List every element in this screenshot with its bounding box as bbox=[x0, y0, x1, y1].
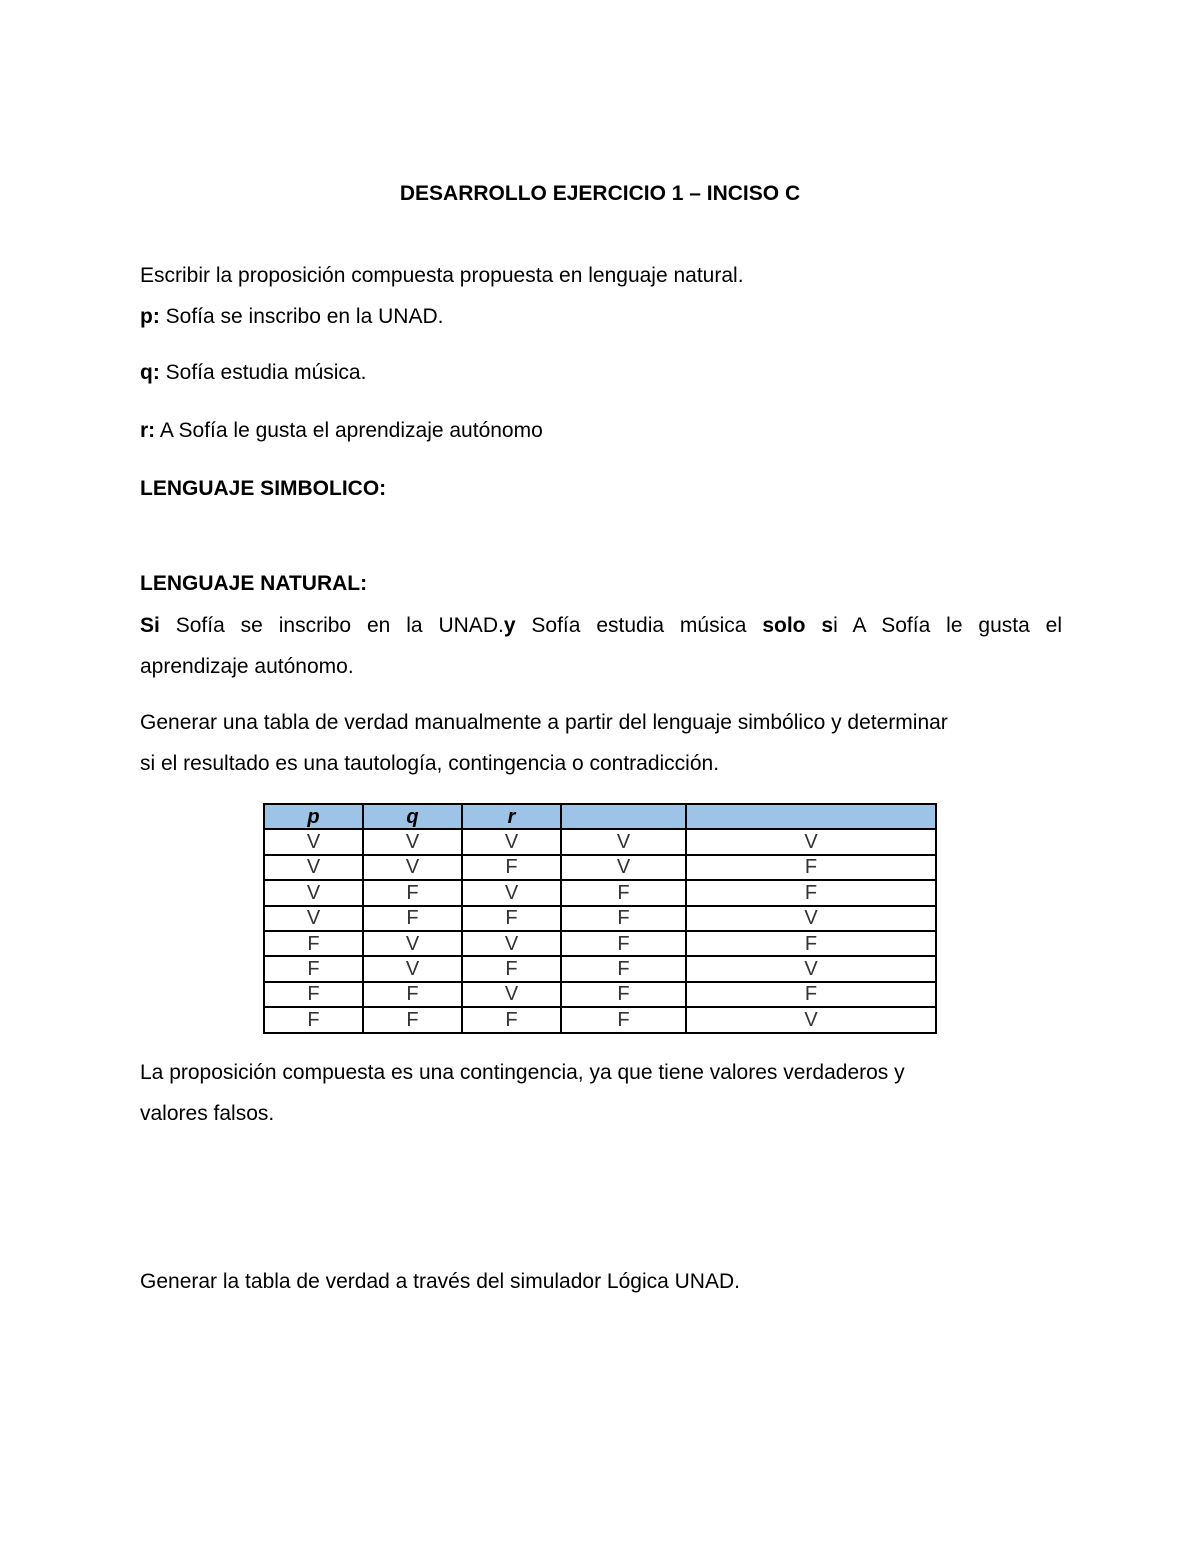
table-row bbox=[264, 956, 936, 981]
natural-sentence-r: i A Sofía le gusta el bbox=[833, 614, 1063, 637]
proposition-q-label: q: bbox=[140, 361, 160, 384]
table-cell: F bbox=[561, 880, 686, 905]
table-cell: V bbox=[363, 931, 462, 956]
instruction-line2: si el resultado es una tautología, contingencia o contradicción. bbox=[140, 752, 720, 775]
simulator-instruction: Generar la tabla de verdad a través del simulador Lógica UNAD. bbox=[140, 1270, 740, 1293]
truth-table-header-q: q bbox=[363, 804, 462, 829]
table-cell: V bbox=[686, 1007, 936, 1032]
table-cell: F bbox=[561, 906, 686, 931]
truth-table-header-r: r bbox=[462, 804, 561, 829]
table-cell: F bbox=[561, 931, 686, 956]
table-cell: F bbox=[264, 931, 363, 956]
document-title: DESARROLLO EJERCICIO 1 – INCISO C bbox=[399, 182, 801, 205]
table-cell: F bbox=[686, 982, 936, 1007]
table-cell: V bbox=[264, 829, 363, 854]
table-cell: V bbox=[363, 956, 462, 981]
conclusion-line1: La proposición compuesta es una contingencia, ya que tiene valores verdaderos y bbox=[140, 1061, 905, 1084]
table-cell: V bbox=[462, 880, 561, 905]
truth-table bbox=[263, 803, 937, 1034]
natural-sentence-line2: aprendizaje autónomo. bbox=[140, 655, 354, 678]
natural-sentence-and: y bbox=[503, 614, 516, 637]
natural-sentence-q: Sofía estudia música bbox=[515, 614, 763, 637]
table-cell: F bbox=[561, 956, 686, 981]
natural-sentence-only-if: solo s bbox=[762, 614, 834, 637]
proposition-q-text: Sofía estudia música. bbox=[159, 361, 367, 384]
table-cell: V bbox=[561, 829, 686, 854]
proposition-r bbox=[140, 417, 1062, 445]
proposition-p bbox=[140, 303, 1062, 331]
proposition-p-label: p: bbox=[140, 305, 160, 328]
proposition-r-text: A Sofía le gusta el aprendizaje autónomo bbox=[155, 419, 543, 442]
table-row bbox=[264, 855, 936, 880]
proposition-q bbox=[140, 359, 1062, 387]
natural-sentence-if: Si bbox=[140, 614, 160, 637]
instruction-line1: Generar una tabla de verdad manualmente a partir del lenguaje simbólico y determinar bbox=[140, 711, 948, 734]
table-cell: V bbox=[264, 855, 363, 880]
table-cell: F bbox=[363, 982, 462, 1007]
natural-heading: LENGUAJE NATURAL: bbox=[140, 572, 368, 595]
table-cell: V bbox=[363, 855, 462, 880]
table-cell: F bbox=[561, 1007, 686, 1032]
table-cell: V bbox=[561, 855, 686, 880]
natural-sentence-line1 bbox=[140, 612, 1062, 640]
table-cell: F bbox=[462, 855, 561, 880]
table-cell: V bbox=[686, 829, 936, 854]
table-row bbox=[264, 982, 936, 1007]
truth-table-header-row bbox=[264, 804, 936, 829]
table-cell: F bbox=[686, 931, 936, 956]
proposition-r-label: r: bbox=[140, 419, 156, 442]
table-row bbox=[264, 880, 936, 905]
truth-table-header-col4 bbox=[561, 804, 686, 829]
table-row bbox=[264, 931, 936, 956]
table-cell: V bbox=[686, 906, 936, 931]
conclusion-line2: valores falsos. bbox=[140, 1102, 275, 1125]
table-cell: F bbox=[264, 1007, 363, 1032]
intro-text: Escribir la proposición compuesta propuesta en lenguaje natural. bbox=[140, 264, 744, 287]
table-cell: F bbox=[462, 1007, 561, 1032]
table-cell: F bbox=[264, 982, 363, 1007]
table-row bbox=[264, 906, 936, 931]
natural-sentence-p: Sofía se inscribo en la UNAD. bbox=[159, 614, 504, 637]
symbolic-heading: LENGUAJE SIMBOLICO: bbox=[140, 477, 387, 500]
table-cell: F bbox=[363, 880, 462, 905]
table-cell: V bbox=[264, 906, 363, 931]
table-cell: V bbox=[462, 982, 561, 1007]
table-cell: F bbox=[561, 982, 686, 1007]
table-cell: V bbox=[462, 829, 561, 854]
table-row bbox=[264, 829, 936, 854]
table-cell: F bbox=[686, 880, 936, 905]
table-cell: V bbox=[264, 880, 363, 905]
table-cell: V bbox=[686, 956, 936, 981]
table-cell: F bbox=[462, 956, 561, 981]
truth-table-header-col5 bbox=[686, 804, 936, 829]
table-cell: F bbox=[686, 855, 936, 880]
table-cell: F bbox=[363, 906, 462, 931]
table-cell: F bbox=[363, 1007, 462, 1032]
table-cell: F bbox=[462, 906, 561, 931]
truth-table-header-p: p bbox=[264, 804, 363, 829]
table-cell: F bbox=[264, 956, 363, 981]
table-cell: V bbox=[363, 829, 462, 854]
table-row bbox=[264, 1007, 936, 1032]
proposition-p-text: Sofía se inscribo en la UNAD. bbox=[159, 305, 444, 328]
table-cell: V bbox=[462, 931, 561, 956]
